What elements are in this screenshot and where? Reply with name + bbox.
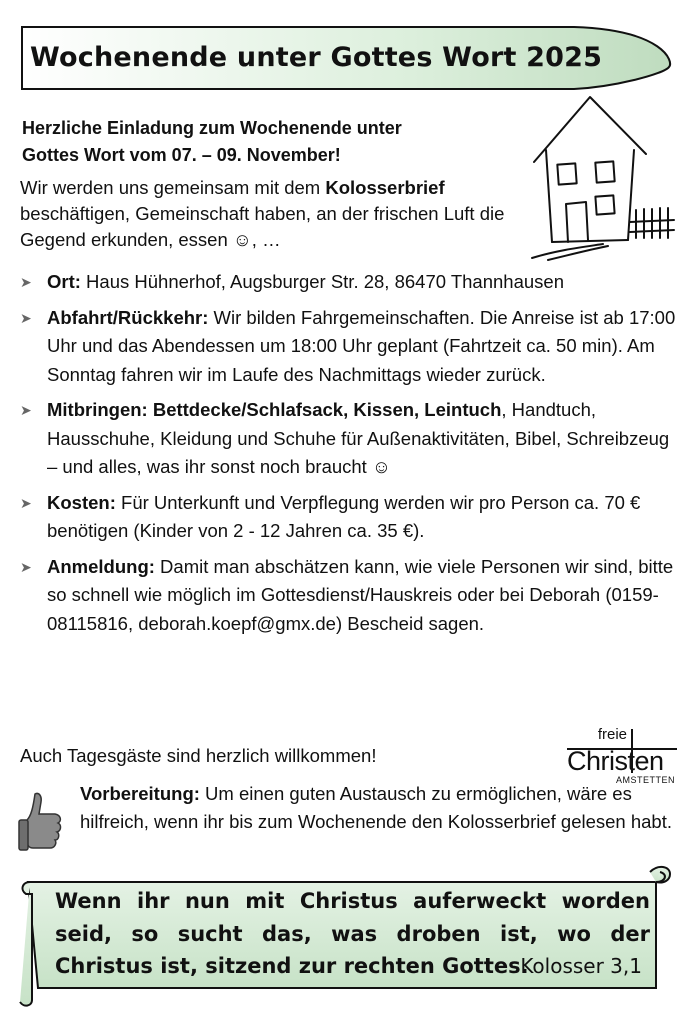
intro-text-end: beschäftigen, Gemeinschaft haben, an der frischen Luft die Gegend erkunden, essen ☺, …	[20, 203, 505, 250]
title-banner	[14, 22, 676, 102]
item-text: Für Unterkunft und Verpflegung werden wir pro Person ca. 70 € benötigen (Kinder von 2 - 12 Jahren ca. 35 €).	[47, 491, 641, 541]
arrow-bullet-icon: ➤	[20, 274, 32, 290]
day-guests-note: Auch Tagesgäste sind herzlich willkommen!	[20, 745, 377, 766]
thumbs-up-icon	[17, 790, 65, 861]
arrow-bullet-icon: ➤	[20, 402, 32, 418]
item-text: Wir bilden Fahrgemeinschaften. Die Anreise ist ab 17:00 Uhr und das Abendessen um 18:00 Uhr geplant (Fahrtzeit ca. 50 min). Am Sonntag fahren wir im Laufe des Nachmittags wieder zurück.	[47, 306, 676, 385]
arrow-bullet-icon: ➤	[20, 309, 32, 326]
item-label: Mitbringen: Bettdecke/Schlafsack, Kissen, Leintuch	[47, 399, 502, 420]
list-item	[20, 489, 680, 546]
list-item	[20, 396, 680, 482]
intro-text-start: Wir werden uns gemeinsam mit dem	[20, 177, 326, 198]
details-list	[20, 268, 680, 645]
item-label: Ort:	[47, 271, 81, 292]
invitation-heading-line1: Herzliche Einladung zum Wochenende unter	[22, 118, 402, 138]
list-item	[20, 553, 680, 639]
item-label: Kosten:	[47, 491, 116, 513]
item-label: Anmeldung:	[47, 555, 155, 577]
arrow-bullet-icon: ➤	[20, 558, 32, 575]
preparation-note	[80, 780, 680, 836]
item-text: Damit man abschätzen kann, wie viele Personen wir sind, bitte so schnell wie möglich im Gottesdienst/Hauskreis oder bei Deborah (0159-08115816, deborah.koepf@gmx.de) Bescheid sagen.	[47, 555, 674, 634]
invitation-heading	[22, 115, 492, 169]
invitation-heading-line2: Gottes Wort vom 07. – 09. November!	[22, 145, 341, 165]
logo-freie: freie	[597, 726, 627, 743]
bible-verse: Wenn ihr nun mit Christus auferweckt worden seid, so sucht das, was droben ist, wo der Christus ist, sitzend zur rechten Gottes.	[55, 889, 650, 978]
preparation-label: Vorbereitung:	[80, 783, 200, 804]
list-item	[20, 304, 680, 390]
intro-text-bold: Kolosserbrief	[325, 177, 445, 198]
item-text: Haus Hühnerhof, Augsburger Str. 28, 86470 Thannhausen	[80, 271, 564, 292]
logo-amstetten: AMSTETTEN	[615, 775, 675, 785]
invitation-text	[20, 175, 520, 253]
list-item	[20, 268, 680, 297]
item-text: , Handtuch, Hausschuhe, Kleidung und Schuhe für Außenaktivitäten, Bibel, Schreibzeug – und alles, was ihr sonst noch braucht ☺	[47, 399, 670, 477]
preparation-text: Um einen guten Austausch zu ermöglichen, wäre es hilfreich, wenn ihr bis zum Wochenende den Kolosserbrief gelesen habt.	[80, 783, 672, 832]
arrow-bullet-icon: ➤	[20, 494, 32, 511]
freie-christen-logo	[563, 726, 683, 788]
logo-christen: Christen	[567, 746, 664, 776]
house-drawing-icon	[528, 92, 678, 267]
verse-reference: Kolosser 3,1	[520, 954, 642, 978]
page-title: Wochenende unter Gottes Wort 2025	[30, 42, 603, 73]
item-label: Abfahrt/Rückkehr:	[47, 306, 209, 328]
